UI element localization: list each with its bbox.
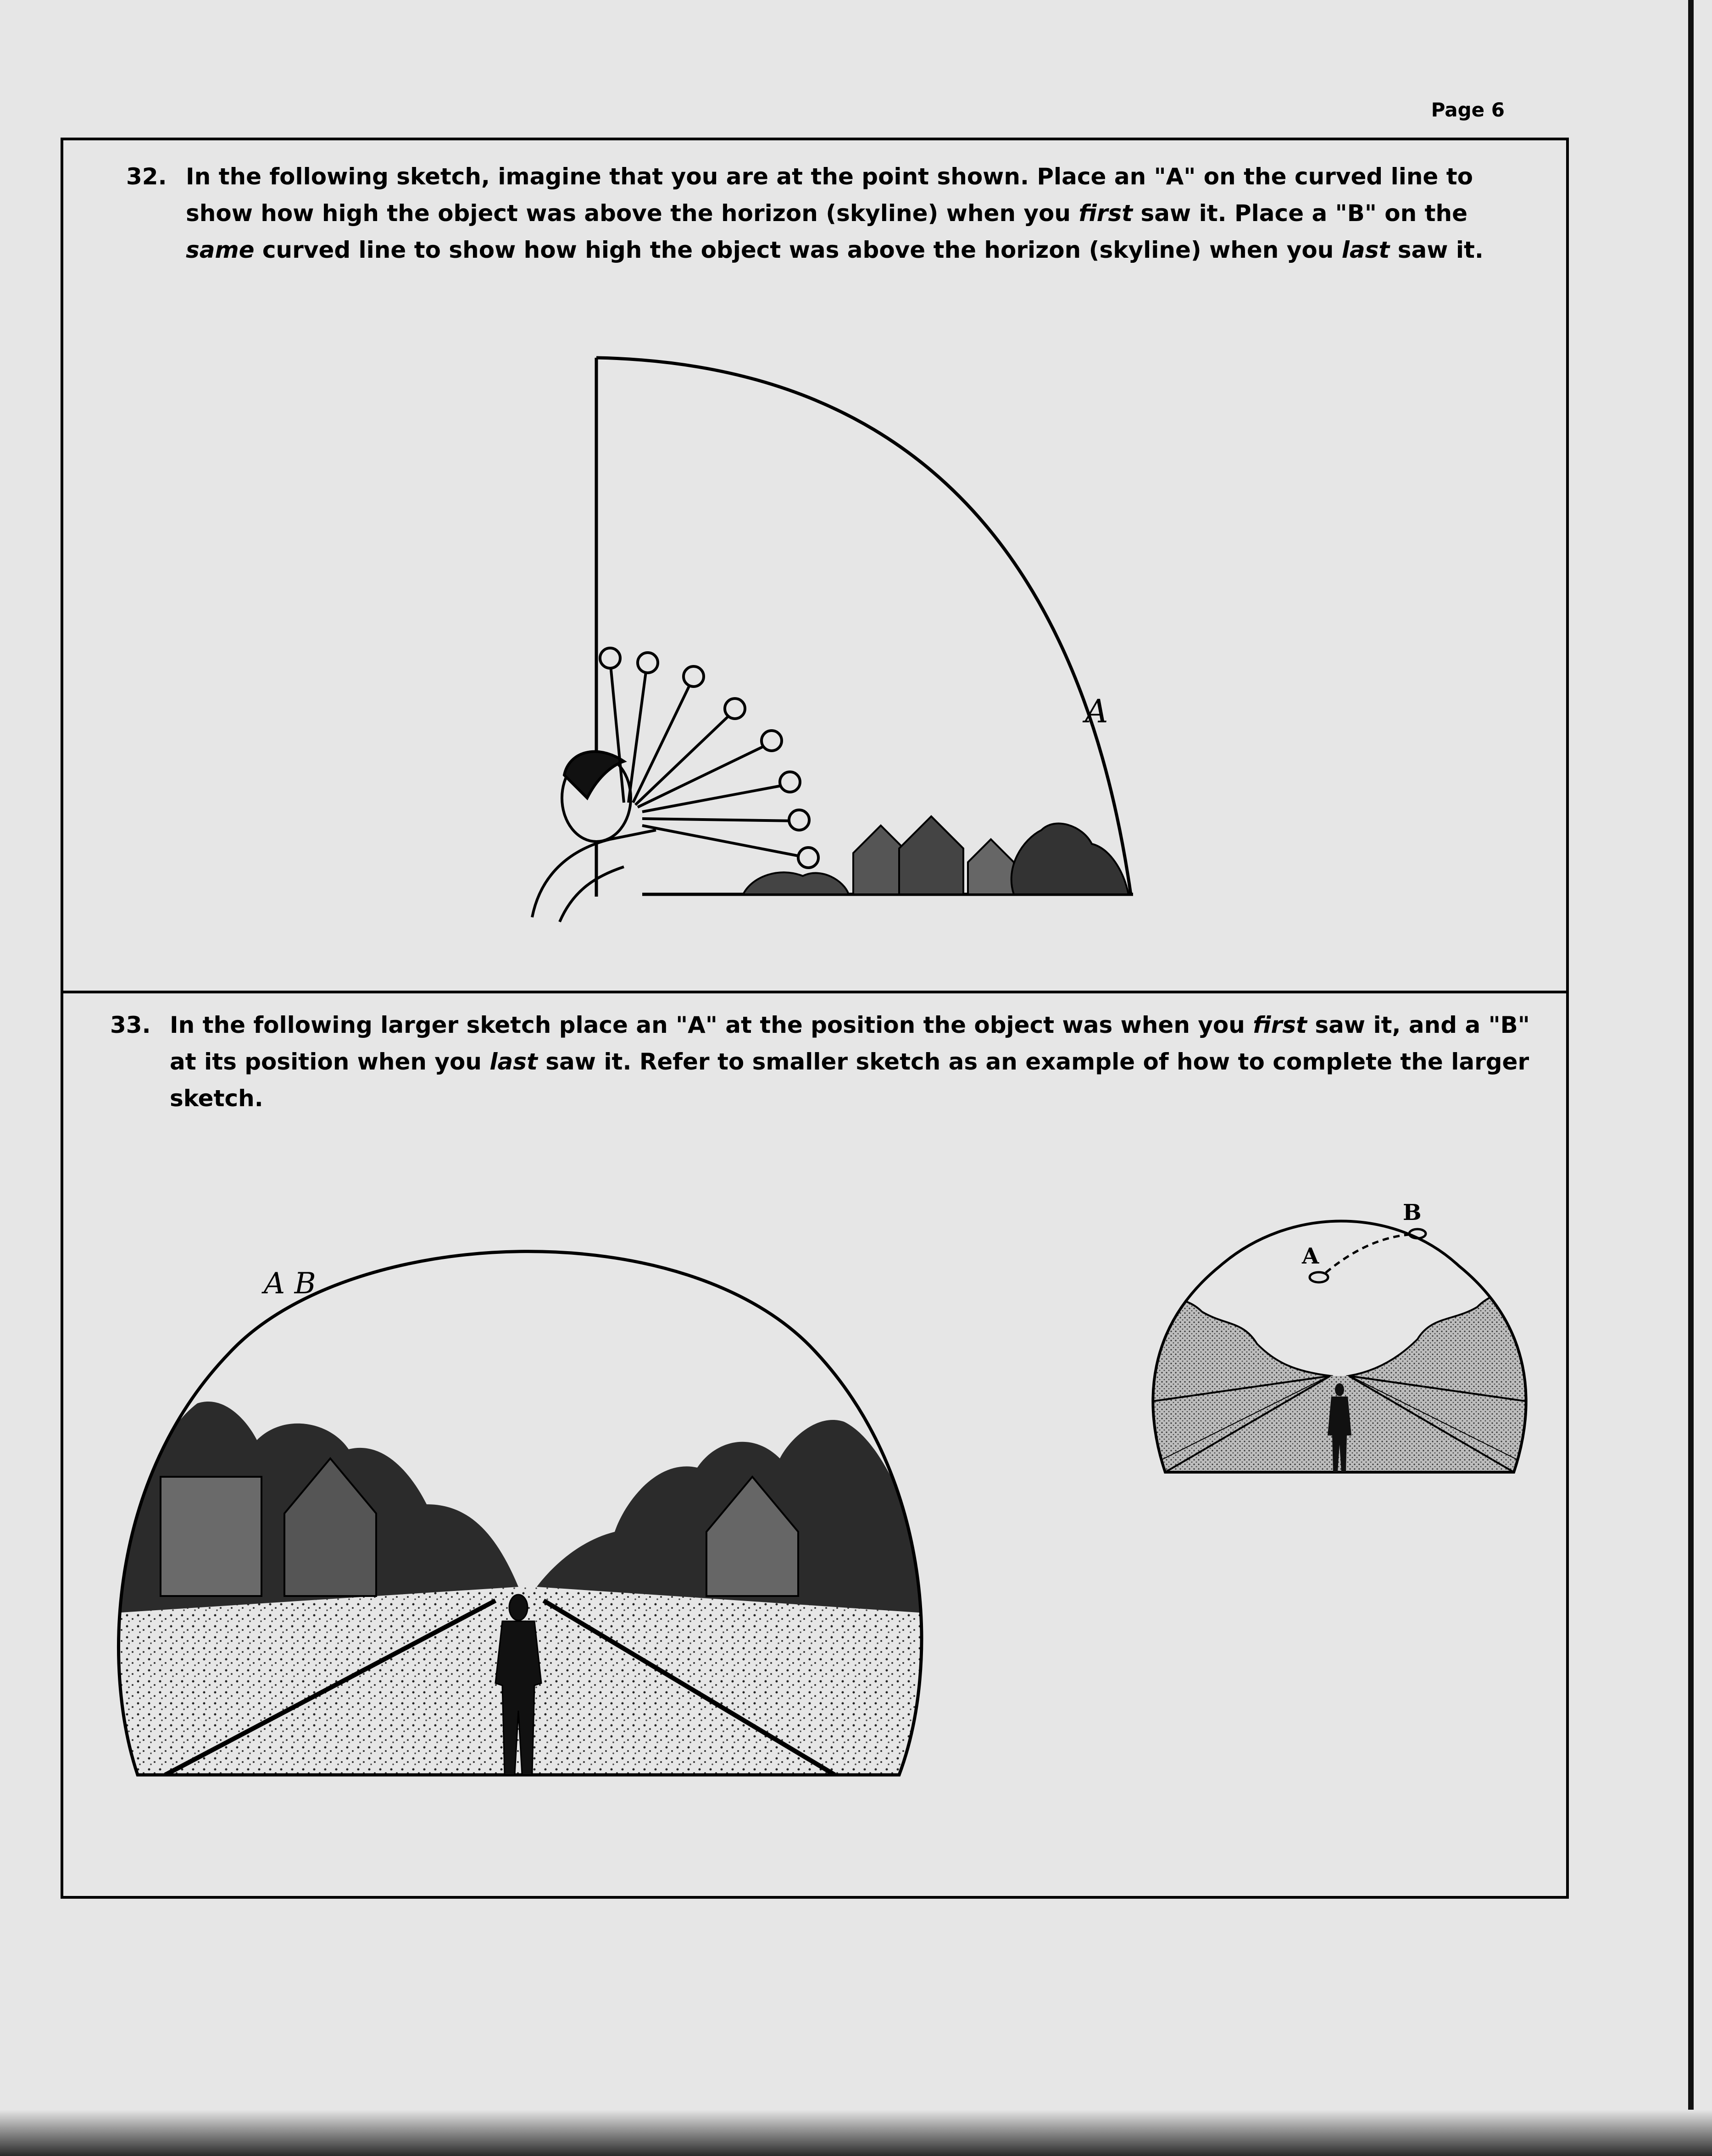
object-path <box>1326 1235 1409 1273</box>
q33-emphasis-last: last <box>489 1048 538 1075</box>
scan-edge-bottom <box>0 2110 1712 2156</box>
question-32 <box>126 158 1548 277</box>
q32-text-part: curved line to show how high the object was above the horizon (skyline) when you <box>254 237 1342 263</box>
q32-text-part: saw it. Place a "B" on the <box>1133 200 1468 227</box>
q32-emphasis-same: same <box>186 237 255 263</box>
handwritten-marks-ab: A B <box>264 1267 316 1301</box>
large-dome-sketch <box>92 1183 945 1789</box>
q32-text-part: saw it. <box>1390 237 1484 263</box>
question-33-text <box>170 1007 1546 1117</box>
person-figure <box>532 752 656 922</box>
quarter-arc-sketch <box>505 339 1193 936</box>
q32-emphasis-first: first <box>1078 200 1133 227</box>
scan-edge-right <box>1688 0 1694 2156</box>
question-32-number: 32. <box>126 163 167 190</box>
question-33-number: 33. <box>110 1012 151 1038</box>
q32-text-part: In the following sketch, imagine that you are at the point shown. Place an "A" on the curved line to show how high the object was above the horizon (skyline) when you <box>186 163 1473 227</box>
q33-emphasis-first: first <box>1253 1012 1307 1038</box>
q33-text-part: In the following larger sketch place an "A" at the position the object was when you <box>170 1012 1253 1038</box>
page-number: Page 6 <box>1431 99 1505 121</box>
object-marker-a <box>1310 1272 1328 1282</box>
section-divider <box>61 991 1569 993</box>
q33-text-part: saw it. Refer to smaller sketch as an example of how to complete the larger sketch. <box>170 1048 1529 1112</box>
quarter-arc <box>596 358 1131 894</box>
example-label-a: A <box>1302 1243 1319 1269</box>
question-32-text <box>186 158 1539 268</box>
q33-text-part: saw it, and a "B" at its position when you <box>170 1012 1530 1075</box>
example-dome-sketch <box>1138 1188 1541 1481</box>
handwritten-mark-a: A <box>1085 693 1108 730</box>
example-label-b: B <box>1403 1200 1422 1225</box>
question-33 <box>110 1007 1555 1112</box>
q32-emphasis-last: last <box>1341 237 1390 263</box>
